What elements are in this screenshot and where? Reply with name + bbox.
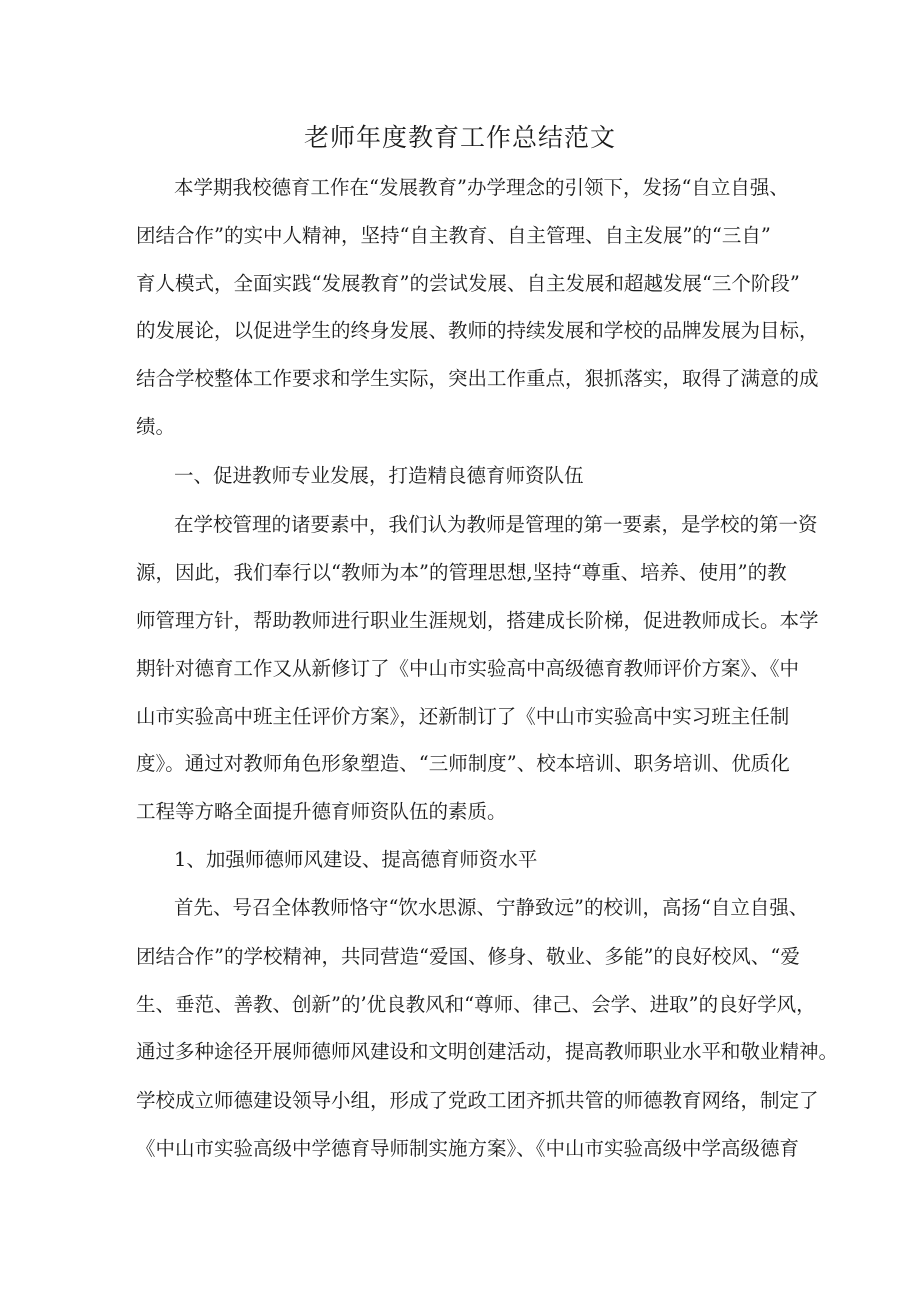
text-line: 团结合作”的实中人精神，坚持“自主教育、自主管理、自主发展”的“三自”	[136, 224, 771, 247]
text-line: 的发展论，以促进学生的终身发展、教师的持续发展和学校的品牌发展为目标，	[136, 319, 819, 342]
text-line: 《中山市实验高级中学德育导师制实施方案》、《中山市实验高级中学高级德育	[136, 1137, 800, 1160]
text-line: 团结合作”的学校精神，共同营造“爱国、修身、敬业、多能”的良好校风、“爱	[136, 945, 800, 968]
text-line: 本学期我校德育工作在“发展教育”办学理念的引领下，发扬“自立自强、	[174, 176, 789, 199]
text-line: 学校成立师德建设领导小组，形成了党政工团齐抓共管的师德教育网络，制定了	[136, 1089, 819, 1112]
text-line: 结合学校整体工作要求和学生实际，突出工作重点，狠抓落实，取得了满意的成	[136, 367, 819, 390]
subsection-heading: 1、加强师德师风建设、提高德育师资水平	[174, 848, 538, 871]
text-line: 育人模式，全面实践“发展教育”的尝试发展、自主发展和超越发展“三个阶段”	[136, 272, 800, 295]
document-title: 老师年度教育工作总结范文	[303, 123, 616, 152]
section-heading: 一、促进教师专业发展，打造精良德育师资队伍	[174, 464, 584, 487]
text-line: 通过多种途径开展师德师风建设和文明创建活动，提高教师职业水平和敬业精神。	[136, 1040, 839, 1063]
text-line: 生、垂范、善教、创新”的’优良教风和“尊师、律己、会学、进取”的良好学风，	[136, 993, 816, 1016]
text-line: 师管理方针，帮助教师进行职业生涯规划，搭建成长阶梯，促进教师成长。本学	[136, 609, 819, 632]
text-line: 源，因此，我们奉行以“教师为本”的管理思想,坚持“尊重、培养、使用”的教	[136, 561, 787, 584]
text-line: 山市实验高中班主任评价方案》，还新制订了《中山市实验高中实习班主任制	[136, 705, 790, 728]
text-line: 工程等方略全面提升德育师资队伍的素质。	[136, 800, 507, 823]
text-line: 首先、号召全体教师恪守“饮水思源、宁静致远”的校训，高扬“自立自强、	[174, 896, 809, 919]
text-line: 在学校管理的诸要素中，我们认为教师是管理的第一要素，是学校的第一资	[174, 513, 818, 536]
text-line: 绩。	[136, 415, 176, 438]
text-line: 期针对德育工作又从新修订了《中山市实验高中高级德育教师评价方案》、《中	[136, 657, 800, 680]
text-line: 度》。通过对教师角色形象塑造、“三师制度”、校本培训、职务培训、优质化	[136, 752, 790, 775]
